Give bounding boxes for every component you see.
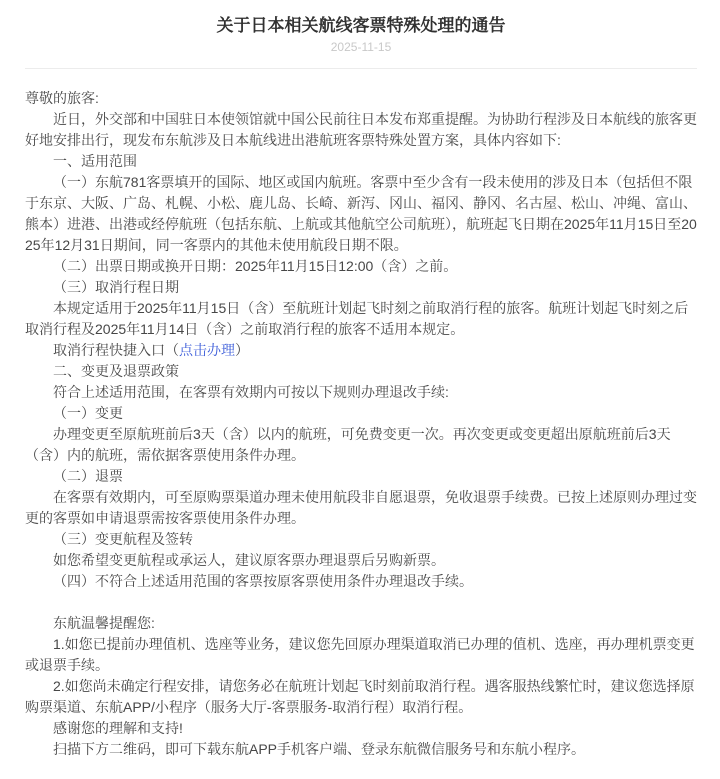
- paragraph: 一、适用范围: [53, 153, 137, 169]
- paragraph: （二）退票: [53, 468, 123, 484]
- paragraph: 感谢您的理解和支持!: [53, 720, 183, 736]
- paragraph: 扫描下方二维码，即可下载东航APP手机客户端、登录东航微信服务号和东航小程序。: [53, 741, 586, 757]
- paragraph: 东航温馨提醒您:: [53, 615, 155, 631]
- notice-body: [25, 88, 697, 760]
- paragraph-spacer: [25, 592, 697, 613]
- cancel-trip-link[interactable]: 点击办理: [179, 342, 235, 358]
- paragraph: 尊敬的旅客:: [25, 90, 99, 106]
- paragraph: 在客票有效期内，可至原购票渠道办理未使用航段非自愿退票，免收退票手续费。已按上述原则办理过变更的客票如申请退票需按客票使用条件办理。: [25, 489, 697, 526]
- paragraph: 符合上述适用范围，在客票有效期内可按以下规则办理退改手续:: [53, 384, 449, 400]
- paragraph: （一）变更: [53, 405, 123, 421]
- paragraph: 办理变更至原航班前后3天（含）以内的航班，可免费变更一次。再次变更或变更超出原航班前后3天（含）内的航班，需依据客票使用条件办理。: [25, 426, 671, 463]
- paragraph: （二）出票日期或换开日期：2025年11月15日12:00（含）之前。: [53, 258, 458, 274]
- paragraph: 2.如您尚未确定行程安排，请您务必在航班计划起飞时刻前取消行程。遇客服热线繁忙时，建议您选择原购票渠道、东航APP/小程序（服务大厅-客票服务-取消行程）取消行程。: [25, 678, 695, 715]
- paragraph: 近日，外交部和中国驻日本使领馆就中国公民前往日本发布郑重提醒。为协助行程涉及日本航线的旅客更好地安排出行，现发布东航涉及日本航线进出港航班客票特殊处置方案，具体内容如下:: [25, 111, 697, 148]
- paragraph: 二、变更及退票政策: [53, 363, 179, 379]
- notice-title: 关于日本相关航线客票特殊处理的通告: [216, 16, 506, 35]
- paragraph: [25, 340, 697, 361]
- paragraph: （三）取消行程日期: [53, 279, 179, 295]
- link-suffix-text: ）: [235, 342, 249, 358]
- paragraph: （三）变更航程及签转: [53, 531, 193, 547]
- notice-date: 2025-11-15: [330, 40, 392, 54]
- paragraph: （四）不符合上述适用范围的客票按原客票使用条件办理退改手续。: [53, 573, 473, 589]
- link-prefix-text: 取消行程快捷入口（: [53, 342, 179, 358]
- divider: [25, 68, 697, 69]
- paragraph: 1.如您已提前办理值机、选座等业务，建议您先回原办理渠道取消已办理的值机、选座，再办理机票变更或退票手续。: [25, 636, 695, 673]
- paragraph: （一）东航781客票填开的国际、地区或国内航班。客票中至少含有一段未使用的涉及日本（包括但不限于东京、大阪、广岛、札幌、小松、鹿儿岛、长崎、新泻、冈山、福冈、静冈、名古屋、松山、冲绳、富山、熊本）进港、出港或经停航班（包括东航、上航或其他航空公司航班），航班起飞日期在2025年11月15日至2025年12月31日期间，同一客票内的其他未使用航段日期不限。: [25, 174, 697, 253]
- paragraph: 本规定适用于2025年11月15日（含）至航班计划起飞时刻之前取消行程的旅客。航班计划起飞时刻之后取消行程及2025年11月14日（含）之前取消行程的旅客不适用本规定。: [25, 300, 689, 337]
- paragraph: 如您希望变更航程或承运人，建议原客票办理退票后另购新票。: [53, 552, 445, 568]
